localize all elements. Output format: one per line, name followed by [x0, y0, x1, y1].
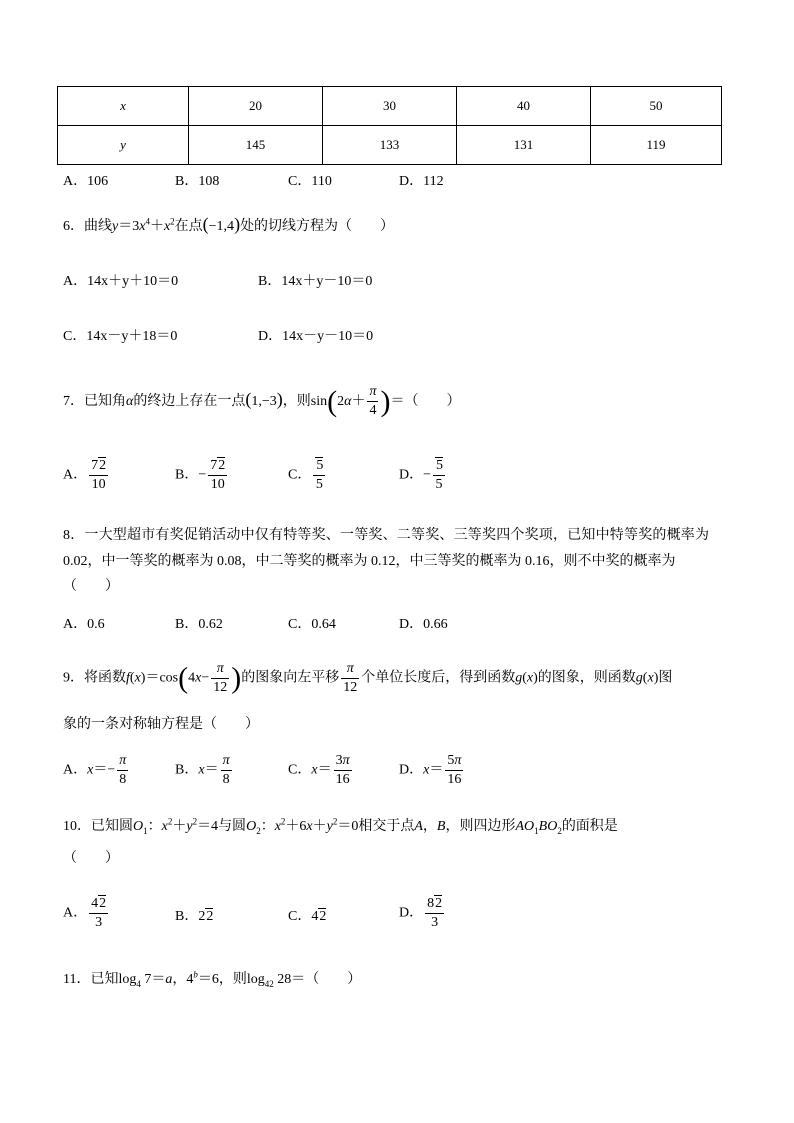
q10-option-a[interactable]: A． $\frac{42}{3}$: [63, 896, 107, 930]
q6-stem: 6．曲线$y=3x^4+x^2$在点(−1,4)处的切线方程为（ ）: [63, 214, 395, 234]
table-header-y: y: [58, 126, 189, 165]
q7-option-a[interactable]: A． $\frac{72}{10}$: [63, 458, 107, 492]
q10-option-b[interactable]: B．22: [175, 909, 214, 924]
q10-stem-line2: （ ）: [63, 851, 119, 866]
table-cell: 145: [189, 126, 323, 165]
table-row: [58, 126, 722, 165]
q6-option-c[interactable]: C．14x－y＋18＝0: [63, 329, 178, 344]
q6-option-a[interactable]: A．14x＋y＋10＝0: [63, 274, 179, 289]
table-header-x: x: [58, 87, 189, 126]
table-cell: 119: [591, 126, 722, 165]
q5-option-b[interactable]: B．108: [175, 174, 220, 189]
q5-option-d[interactable]: D．112: [399, 174, 444, 189]
q7-option-c[interactable]: C． $\frac{5}{5}$: [288, 458, 324, 492]
table-cell: 50: [591, 87, 722, 126]
q7-option-b[interactable]: B．− $\frac{72}{10}$: [175, 458, 226, 492]
q10-stem: 10．已知圆$O_1$：$x^2+y^2=4$与圆$O_2$：$x^2+6x+y^2=0$相交于点A，B，则四边形$AO_1BO_2$的面积是: [63, 816, 618, 836]
q9-option-c[interactable]: C．x＝ $\frac{3\pi}{16}$: [288, 753, 350, 787]
table-cell: 40: [457, 87, 591, 126]
q8-option-a[interactable]: A．0.6: [63, 617, 105, 632]
q8-option-c[interactable]: C．0.64: [288, 617, 336, 632]
table-cell: 30: [323, 87, 457, 126]
q7-option-d[interactable]: D．− $\frac{5}{5}$: [399, 458, 444, 492]
q11-stem: 11．已知$\log_4 7=a$，$4^b=6$，则$\log_{42} 28=$（ ）: [63, 969, 362, 989]
q8-stem-line2: 0.02，中一等奖的概率为 0.08，中二等奖的概率为 0.12，中三等奖的概率为 0.16，则不中奖的概率为: [63, 554, 676, 569]
q10-option-d[interactable]: D． $\frac{82}{3}$: [399, 896, 443, 930]
table-cell: 131: [457, 126, 591, 165]
table-cell: 20: [189, 87, 323, 126]
q6-option-d[interactable]: D．14x－y－10＝0: [258, 329, 374, 344]
q10-option-c[interactable]: C．42: [288, 909, 327, 924]
q7-stem: 7．已知角α的终边上存在一点(1,−3)，则sin(2α＋ $\frac{\pi}{4}$ )＝（ ）: [63, 384, 461, 419]
table-row: [58, 87, 722, 126]
q9-stem-line2: 象的一条对称轴方程是（ ）: [63, 717, 259, 732]
q9-option-d[interactable]: D．x＝ $\frac{5\pi}{16}$: [399, 753, 462, 787]
q6-option-b[interactable]: B．14x＋y－10＝0: [258, 274, 373, 289]
table-cell: 133: [323, 126, 457, 165]
data-table: [57, 86, 722, 165]
q8-stem-line3: （ ）: [63, 579, 119, 594]
q5-option-c[interactable]: C．110: [288, 174, 332, 189]
q8-option-b[interactable]: B．0.62: [175, 617, 223, 632]
q9-option-b[interactable]: B．x＝ $\frac{\pi}{8}$: [175, 753, 230, 787]
q5-option-a[interactable]: A．106: [63, 174, 109, 189]
q8-option-d[interactable]: D．0.66: [399, 617, 448, 632]
q9-stem: 9．将函数f(x)＝cos(4x− $\frac{\pi}{12}$ )的图象向左平移 $\frac{\pi}{12}$ 个单位长度后，得到函数g(x)的图象，则函数g(x)图: [63, 661, 673, 695]
q9-option-a[interactable]: A．x＝− $\frac{\pi}{8}$: [63, 753, 127, 787]
q8-stem-line1: 8．一大型超市有奖促销活动中仅有特等奖、一等奖、二等奖、三等奖四个奖项，已知中特等奖的概率为: [63, 528, 710, 543]
